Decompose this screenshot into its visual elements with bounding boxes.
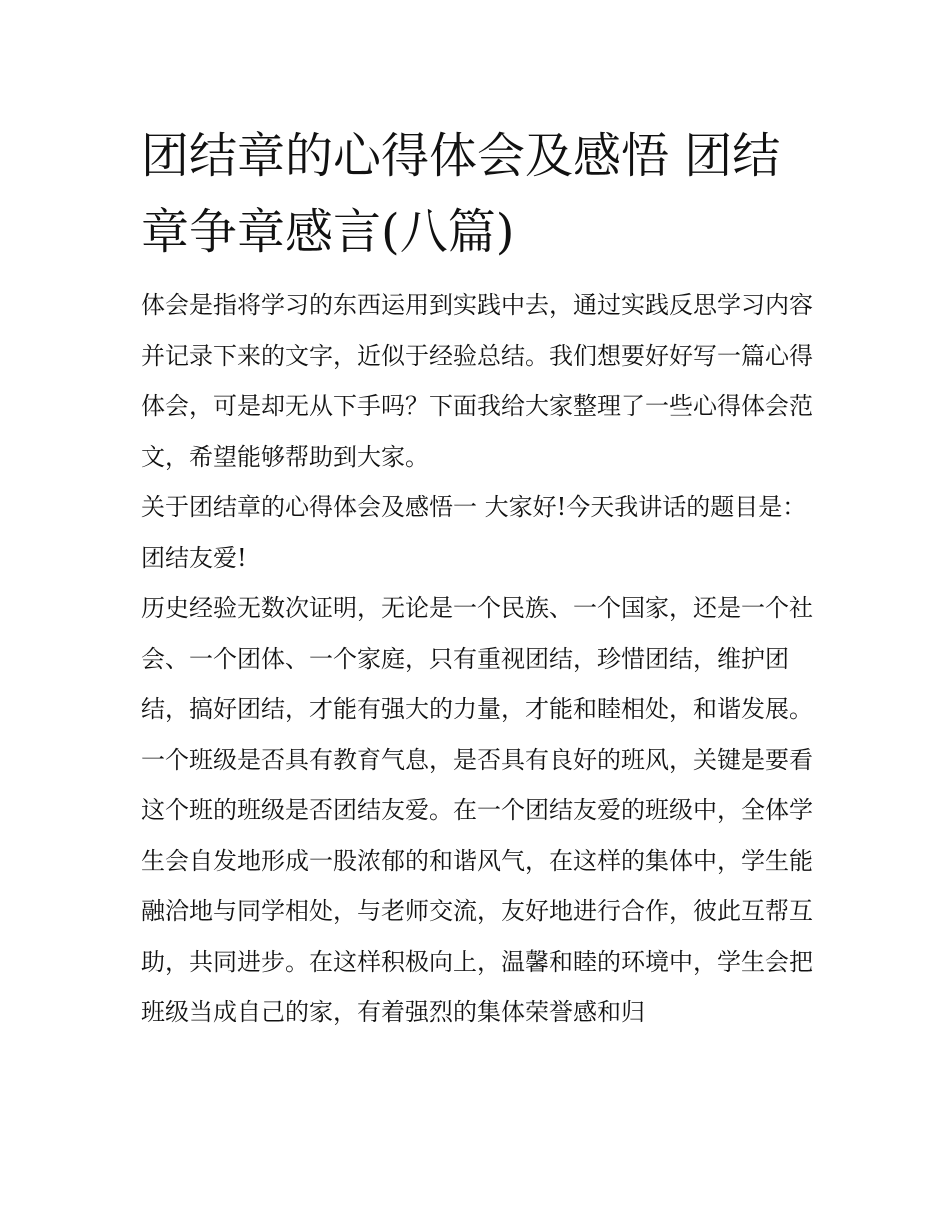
document-body (141, 280, 813, 1038)
paragraph-intro: 体会是指将学习的东西运用到实践中去，通过实践反思学习内容并记录下来的文字，近似于经验总结。我们想要好好写一篇心得体会，可是却无从下手吗？下面我给大家整理了一些心得体会范文，希望能够帮助到大家。 (141, 291, 813, 471)
document-title: 团结章的心得体会及感悟 团结章争章感言(八篇) (141, 128, 781, 260)
paragraph-history: 历史经验无数次证明，无论是一个民族、一个国家，还是一个社会、一个团体、一个家庭，只有重视团结，珍惜团结，维护团结，搞好团结，才能有强大的力量，才能和睦相处，和谐发展。 (141, 594, 813, 723)
paragraph-class: 一个班级是否具有教育气息，是否具有良好的班风，关键是要看这个班的班级是否团结友爱。在一个团结友爱的班级中，全体学生会自发地形成一股浓郁的和谐风气，在这样的集体中，学生能融洽地与同学相处，与老师交流，友好地进行合作，彼此互帮互助，共同进步。在这样积极向上，温馨和睦的环境中，学生会把班级当成自己的家，有着强烈的集体荣誉感和归 (141, 745, 813, 1026)
paragraph-speech-opening: 关于团结章的心得体会及感悟一 大家好!今天我讲话的题目是：团结友爱! (141, 493, 807, 572)
